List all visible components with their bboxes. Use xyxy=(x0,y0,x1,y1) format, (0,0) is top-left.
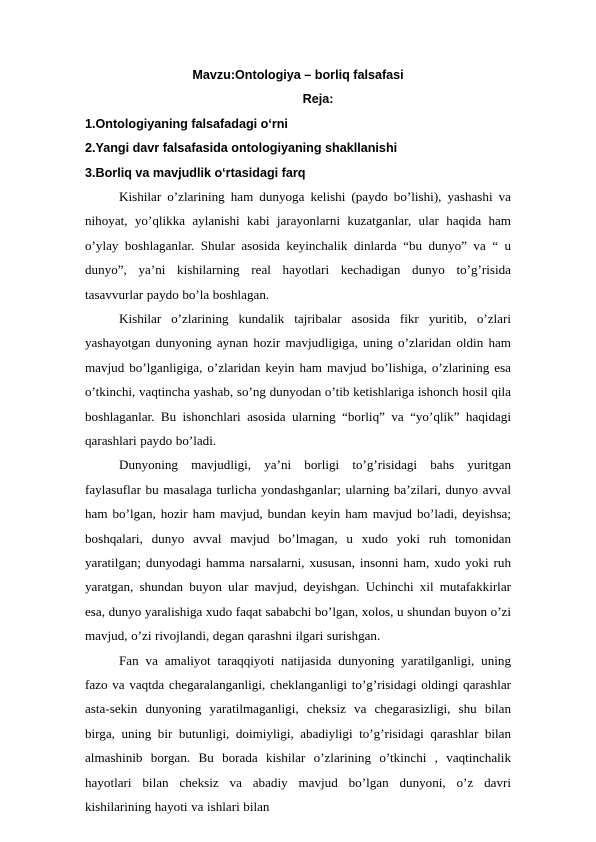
toc-item-1: 1.Ontologiyaning falsafadagi o‘rni xyxy=(85,116,288,131)
plan-heading: Reja: xyxy=(302,92,334,107)
toc-item-3: 3.Borliq va mavjudlik o‘rtasidagi farq xyxy=(85,165,306,180)
toc-item-2: 2.Yangi davr falsafasida ontologiyaning shakllanishi xyxy=(85,141,398,156)
body-paragraph-4: Fan va amaliyot taraqqiyoti natijasida dunyoning yaratilganligi, uning fazo va vaqtda chegaralanganligi, cheklanganligi to’g’risidagi oldingi qarashlar asta-sekin dunyoning yaratilmaganligi, cheksiz va chegarasizligi, shu bilan birga, uning bir butunligi, doimiyligi, abadiyligi to’g’risidagi qarashlar bilan almashinib borgan. Bu borada kishilar o’zlarining o’tkinchi , vaqtinchalik hayotlari bilan cheksiz va abadiy mavjud bo’lgan dunyoni, o’z davri kishilarining hayoti va ishlari bilan xyxy=(85,652,511,815)
body-paragraph-2: Kishilar o’zlarining kundalik tajribalar asosida fikr yuritib, o’zlari yashayotgan dunyoning aynan hozir mavjudligiga, uning o’zlaridan oldin ham mavjud bo’lganligiga, o’zlaridan keyin ham mavjud bo’lishiga, o’zlarining esa o’tkinchi, vaqtincha yashab, so’ng dunyodan o’tib ketishlariga ishonch hosil qila boshlaganlar. Bu ishonchlari asosida ularning “borliq” va “yo’qlik” haqidagi qarashlari paydo bo’ladi. xyxy=(85,310,511,449)
body-paragraph-3: Dunyoning mavjudligi, ya’ni borligi to’g’risidagi bahs yuritgan faylasuflar bu masalaga turlicha yondashganlar; ularning ba’zilari, dunyo avval ham bo’lgan, hozir ham mavjud, bundan keyin ham mavjud bo’ladi, deyishsa; boshqalari, dunyo avval mavjud bo’lmagan, u xudo yoki ruh tomonidan yaratilgan; dunyodagi hamma narsalarni, xususan, insonni ham, xudo yoki ruh yaratgan, shundan buyon ular mavjud, deyishgan. Uchinchi xil mutafakkirlar esa, dunyo yaralishiga xudo faqat sababchi bo’lgan, xolos, u shundan buyon o’zi mavjud, o’zi rivojlandi, degan qarashni ilgari surishgan. xyxy=(85,457,511,644)
page-title: Mavzu:Ontologiya – borliq falsafasi xyxy=(192,68,404,82)
body-paragraph-1: Kishilar o’zlarining ham dunyoga kelishi (paydo bo’lishi), yashashi va nihoyat, yo’qlikka aylanishi kabi jarayonlarni kuzatganlar, ular haqida ham o’ylay boshlaganlar. Shular asosida keyinchalik dinlarda “bu dunyo” va “ u dunyo”, ya’ni kishilarning real hayotlari kechadigan dunyo to’g’risida tasavvurlar paydo bo’la boshlagan. xyxy=(85,188,511,302)
document-page xyxy=(85,63,511,820)
